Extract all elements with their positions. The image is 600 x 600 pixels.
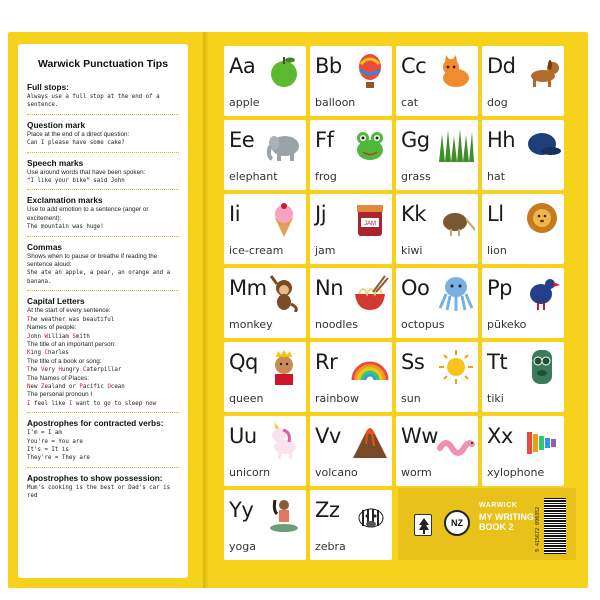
tip-example: You're = You are: [27, 438, 83, 445]
rainbow-icon: [351, 348, 389, 386]
letter-card: [310, 268, 392, 338]
monkey-icon: [265, 274, 303, 312]
letter-word: volcano: [315, 466, 358, 479]
letter-card: [224, 194, 306, 264]
kiwi-icon: [437, 200, 475, 238]
letter-card: [482, 46, 564, 116]
letter-card: [396, 342, 478, 412]
letter-word: zebra: [315, 540, 346, 553]
fsc-logo-icon: [414, 514, 432, 536]
letter-card: [310, 416, 392, 486]
tip-example: Mum's cooking is the best or Dad's car is red: [27, 484, 171, 500]
tip-text: Shows when to pause or breathe if reading the sentence aloud:: [27, 252, 158, 269]
letter-word: apple: [229, 96, 260, 109]
letter-word: frog: [315, 170, 337, 183]
letter-card: [224, 342, 306, 412]
tip-heading: Speech marks: [27, 157, 84, 168]
letter-word: tiki: [487, 392, 504, 405]
tiki-icon: [523, 348, 561, 386]
letter-card: [482, 416, 564, 486]
tips-list: [27, 80, 179, 505]
letter-pair: Jj: [315, 202, 327, 226]
tip-example: It's = It is: [27, 446, 69, 453]
letter-word: worm: [401, 466, 432, 479]
tip-example: The mountain was huge!: [27, 224, 104, 231]
hat-icon: [523, 126, 561, 164]
sun-icon: [437, 348, 475, 386]
letter-card: [396, 46, 478, 116]
letter-word: rainbow: [315, 392, 359, 405]
letter-card: [224, 268, 306, 338]
letter-word: hat: [487, 170, 506, 183]
tip-example: She ate an apple, a pear, an orange and a banana.: [27, 270, 171, 285]
letter-pair: Hh: [487, 128, 516, 152]
letter-card: [482, 120, 564, 190]
elephant-icon: [265, 126, 303, 164]
tip-heading: Exclamation marks: [27, 195, 103, 206]
letter-pair: Dd: [487, 54, 516, 78]
letter-word: pūkeko: [487, 318, 527, 331]
letter-word: cat: [401, 96, 419, 109]
tip-section: [27, 156, 179, 191]
letter-pair: Qq: [229, 350, 258, 374]
letter-card: [224, 490, 306, 560]
tip-heading: Apostrophes to show possession:: [27, 472, 163, 483]
tip-example: New Zealand or Pacific Ocean: [27, 383, 125, 390]
letter-card: [482, 268, 564, 338]
letter-card: [224, 46, 306, 116]
letter-pair: Uu: [229, 424, 257, 448]
letter-pair: Ee: [229, 128, 255, 152]
brand-name: WARWICK: [479, 502, 518, 509]
xylophone-icon: [523, 422, 561, 460]
tip-text: The personal pronoun I: [27, 391, 93, 399]
letter-pair: Tt: [487, 350, 508, 374]
ice-cream-icon: [265, 200, 303, 238]
tip-section: [27, 416, 179, 468]
tip-section: [27, 240, 179, 292]
letter-word: noodles: [315, 318, 358, 331]
cat-icon: [437, 52, 475, 90]
tip-example: I feel like I want to go to sleep now: [27, 400, 157, 407]
letter-word: octopus: [401, 318, 445, 331]
balloon-icon: [351, 52, 389, 90]
letter-pair: Oo: [401, 276, 430, 300]
letter-card: [310, 120, 392, 190]
tip-text: The title of a book or song:: [27, 357, 102, 365]
tip-heading: Commas: [27, 241, 63, 252]
tip-heading: Full stops:: [27, 82, 69, 92]
tip-text: The Names of Places:: [27, 374, 89, 382]
tip-example: John William Smith: [27, 333, 90, 340]
letter-pair: Xx: [487, 424, 513, 448]
pukeko-icon: [523, 274, 561, 312]
volcano-icon: [351, 422, 389, 460]
tip-heading: Apostrophes for contracted verbs:: [27, 418, 164, 429]
letter-pair: Ll: [487, 202, 504, 226]
tip-text: Use to add emotion to a sentence (anger or excitement):: [27, 206, 149, 222]
tip-example: “I like your bike” said John: [27, 178, 125, 185]
tip-section: [27, 118, 179, 153]
letter-pair: Cc: [401, 54, 427, 78]
letter-pair: Mm: [229, 276, 267, 300]
svg-text:JAM: JAM: [364, 221, 376, 227]
letter-pair: Vv: [315, 424, 341, 448]
tip-example: I'm = I am: [27, 430, 62, 437]
letter-word: dog: [487, 96, 508, 109]
zebra-icon: [351, 496, 389, 534]
tip-text: The title of an important person:: [27, 340, 116, 348]
book-title: MY WRITING BOOK 2: [479, 512, 534, 532]
noodles-icon: [351, 274, 389, 312]
letter-pair: Aa: [229, 54, 256, 78]
apple-icon: [265, 52, 303, 90]
letter-card: [482, 342, 564, 412]
letter-pair: Kk: [401, 202, 426, 226]
lion-icon: [523, 200, 561, 238]
letter-pair: Rr: [315, 350, 338, 374]
letter-word: unicorn: [229, 466, 271, 479]
letter-word: lion: [487, 244, 507, 257]
grass-icon: [437, 126, 475, 164]
tip-text: Use around words that have been spoken:: [27, 168, 146, 176]
letter-word: sun: [401, 392, 421, 405]
unicorn-icon: [265, 422, 303, 460]
letter-pair: Ff: [315, 128, 334, 152]
letter-card: [310, 342, 392, 412]
letter-word: xylophone: [487, 466, 545, 479]
letter-word: elephant: [229, 170, 278, 183]
letter-pair: Ww: [401, 424, 438, 448]
letter-word: balloon: [315, 96, 356, 109]
tip-text: Names of people:: [27, 324, 77, 332]
tip-example: King Charles: [27, 350, 69, 357]
tip-text: At the start of every sentence:: [27, 307, 111, 315]
letter-pair: Gg: [401, 128, 430, 152]
frog-icon: [351, 126, 389, 164]
letter-card: [396, 268, 478, 338]
letter-pair: Nn: [315, 276, 344, 300]
tip-example: The weather was beautiful: [27, 316, 115, 323]
tip-example: The Very Hungry Caterpillar: [27, 367, 122, 374]
letter-word: monkey: [229, 318, 273, 331]
letter-card: [396, 120, 478, 190]
tip-example: Always use a full stop at the end of a sentence.: [27, 94, 160, 109]
book-info-card: [398, 488, 576, 560]
tip-section: [27, 193, 179, 236]
letter-pair: Zz: [315, 498, 340, 522]
jam-icon: [351, 200, 389, 238]
letter-pair: Pp: [487, 276, 512, 300]
letter-word: kiwi: [401, 244, 423, 257]
tip-section: [27, 294, 179, 413]
yoga-icon: [265, 496, 303, 534]
nz-made-badge: NZ: [444, 510, 470, 536]
tip-example: Can I please have some cake?: [27, 140, 125, 147]
worm-icon: [437, 422, 475, 460]
tip-example: They're = They are: [27, 455, 90, 462]
punctuation-tips-panel: [18, 44, 188, 578]
letter-word: jam: [315, 244, 336, 257]
letter-word: queen: [229, 392, 264, 405]
letter-pair: Yy: [229, 498, 254, 522]
letter-card: [224, 120, 306, 190]
letter-card: [310, 46, 392, 116]
tip-heading: Question mark: [27, 119, 86, 130]
letter-card: [310, 490, 392, 560]
letter-word: ice-cream: [229, 244, 284, 257]
barcode-number: 9 415672 090352: [535, 506, 541, 552]
dog-icon: [523, 52, 561, 90]
fold-line: [203, 32, 209, 588]
letter-card: [224, 416, 306, 486]
letter-card: [310, 194, 392, 264]
letter-card: [396, 416, 478, 486]
tips-title: Warwick Punctuation Tips: [37, 58, 169, 70]
tip-section: [27, 471, 179, 505]
letter-word: yoga: [229, 540, 256, 553]
tip-text: Place at the end of a direct question:: [27, 130, 130, 138]
letter-pair: Ii: [229, 202, 241, 226]
barcode-icon: [544, 498, 566, 554]
letter-card: [396, 194, 478, 264]
tip-section: [27, 80, 179, 115]
queen-icon: [265, 348, 303, 386]
tip-heading: Capital Letters: [27, 296, 85, 307]
letter-pair: Bb: [315, 54, 342, 78]
letter-card: [482, 194, 564, 264]
letter-word: grass: [401, 170, 431, 183]
octopus-icon: [437, 274, 475, 312]
letter-pair: Ss: [401, 350, 425, 374]
